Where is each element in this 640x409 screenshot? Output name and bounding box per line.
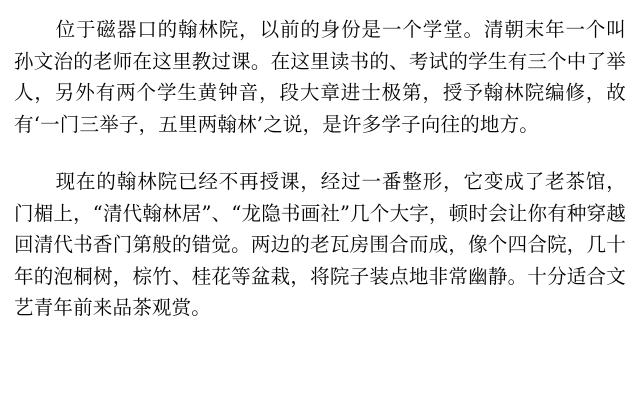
paragraph-2 (14, 166, 626, 324)
paragraph-1-text: 位于磁器口的翰林院，以前的身份是一个学堂。清朝末年一个叫孙文治的老师在这里教过课。在这里读书的、考试的学生有三个中了举人，另外有两个学生黄钟音，段大章进士极第，授予翰林院编修，故有‘一门三举子，五里两翰林’之说，是许多学子向往的地方。 (14, 18, 626, 136)
paragraph-2-text: 现在的翰林院已经不再授课，经过一番整形，它变成了老茶馆，门楣上，“清代翰林居”、“龙隐书画社”几个大字，顿时会让你有种穿越回清代书香门第般的错觉。两边的老瓦房围合而成，像个四合院，几十年的泡桐树，棕竹、桂花等盆栽，将院子装点地非常幽静。十分适合文艺青年前来品茶观赏。 (14, 170, 626, 319)
paragraph-1 (14, 14, 626, 140)
